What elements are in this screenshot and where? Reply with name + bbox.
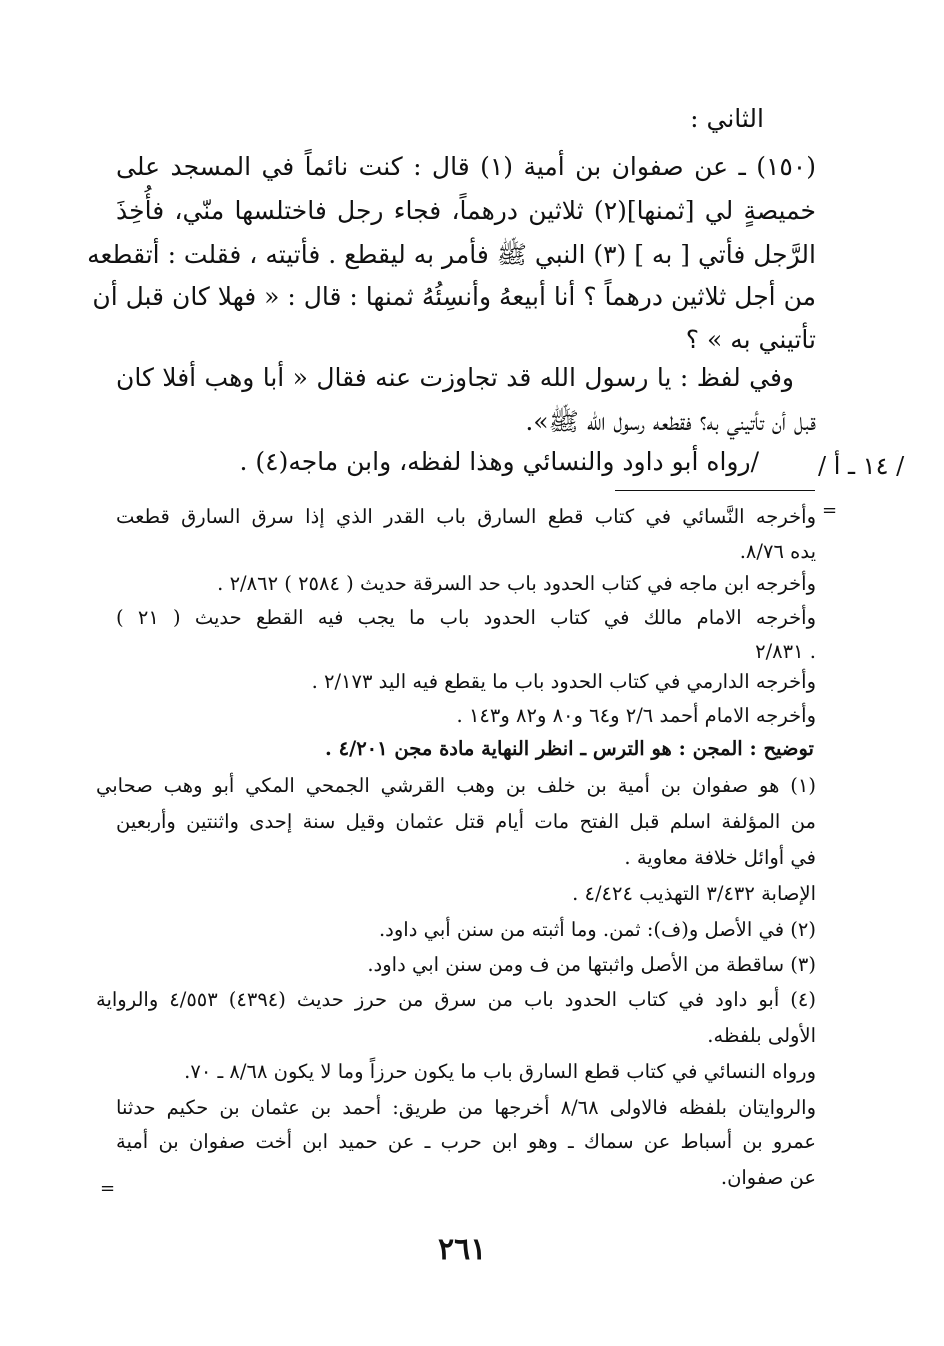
main-text-line: /رواه أبو داود والنسائي وهذا لفظه، وابن ماجه(٤) . (239, 447, 759, 476)
main-text-line: خميصةٍ لي [ثمنها](٢) ثلاثين درهماً، فجاء رجل فاختلسها منّي، فأُخِذَ (116, 196, 816, 225)
footnote-line: ورواه النسائي في كتاب قطع السارق باب ما يكون حرزاً وما لا يكون ٨/٦٨ ـ ٧٠. (184, 1060, 816, 1083)
footnote-line: (١) هو صفوان بن أمية بن خلف بن وهب القرشي الجمحي المكي أبو وهب صحابي (96, 774, 816, 797)
footnote-line: (٢) في الأصل و(ف): ثمن. وما أثبته من سنن أبي داود. (378, 918, 816, 941)
main-text-line: الرَّجل فأتي [ به ] (٣) النبي ﷺ فأمر به ليقطع . فأتيته ، فقلت : أتقطعه (87, 240, 816, 269)
footnote-line: وأخرجه الدارمي في كتاب الحدود باب ما يقطع فيه اليد ٢/١٧٣ . (311, 670, 816, 693)
main-text-line: من أجل ثلاثين درهماً ؟ أنا أبيعهُ وأنسِئُهُ ثمنها : قال : « فهلا كان قبل أن (92, 282, 816, 311)
continuation-mark: = (822, 500, 838, 521)
footnote-line: والروايتان بلفظه فالاولى ٨/٦٨ أخرجها من طريق: أحمد بن عثمان بن حكيم حدثنا (116, 1096, 816, 1119)
continuation-mark: = (100, 1178, 116, 1199)
section-heading: الثاني : (690, 104, 764, 133)
footnote-line: الإصابة ٣/٤٣٢ التهذيب ٤/٤٢٤ . (572, 882, 816, 905)
footnote-line: وأخرجه الامام أحمد ٢/٦ و٦٤ و٨٠ و٨٢ و١٤٣ . (456, 704, 816, 727)
footnote-line: عمرو بن أسباط عن سماك ـ وهو ابن حرب ـ عن حميد ابن أخت صفوان بن أمية (116, 1130, 816, 1153)
footnote-line: (٣) ساقطة من الأصل واثبتها من ف ومن سنن ابي داود. (367, 953, 816, 976)
main-text-line: قبل أن تأتيني به؟ فقطعه رسول الله ﷺ». (525, 407, 816, 436)
footnote-separator (615, 490, 815, 491)
main-text-line: (١٥٠) ـ عن صفوان بن أمية (١) قال : كنت نائماً في المسجد على (116, 152, 817, 181)
page-number: ٢٦١ (438, 1232, 487, 1267)
footnote-line: الأولى بلفظه. (707, 1024, 816, 1047)
main-text-line: تأتيني به » ؟ (685, 325, 816, 354)
margin-reference: / ١٤ ـ أ / (818, 452, 905, 480)
footnote-line: من المؤلفة اسلم قبل الفتح مات أيام قتل عثمان وقيل سنة إحدى واثنتين وأربعين (116, 810, 816, 833)
footnote-line: وأخرجه النَّسائي في كتاب قطع السارق باب القدر الذي إذا سرق السارق قطعت (116, 505, 816, 528)
footnote-line: (٤) أبو داود في كتاب الحدود باب من سرق من حرز حديث (٤٣٩٤) ٤/٥٥٣ والرواية (96, 988, 816, 1011)
footnote-line: عن صفوان. (720, 1166, 816, 1189)
main-text-line: وفي لفظ : يا رسول الله قد تجاوزت عنه فقال « أبا وهب أفلا كان (116, 363, 794, 392)
footnote-line: في أوائل خلافة معاوية . (624, 846, 816, 869)
footnote-clarification: توضيح : المجن : هو الترس ـ انظر النهاية مادة مجن ٤/٢٠١ . (325, 737, 814, 760)
footnote-line: ٢/٨٣١ . (755, 640, 816, 663)
footnote-line: وأخرجه الامام مالك في كتاب الحدود باب ما يجب فيه القطع حديث ( ٢١ ) (116, 606, 817, 629)
footnote-line: يده ٨/٧٦. (739, 540, 816, 563)
footnote-line: وأخرجه ابن ماجه في كتاب الحدود باب حد السرقة حديث ( ٢٥٨٤ ) ٢/٨٦٢ . (217, 572, 816, 595)
